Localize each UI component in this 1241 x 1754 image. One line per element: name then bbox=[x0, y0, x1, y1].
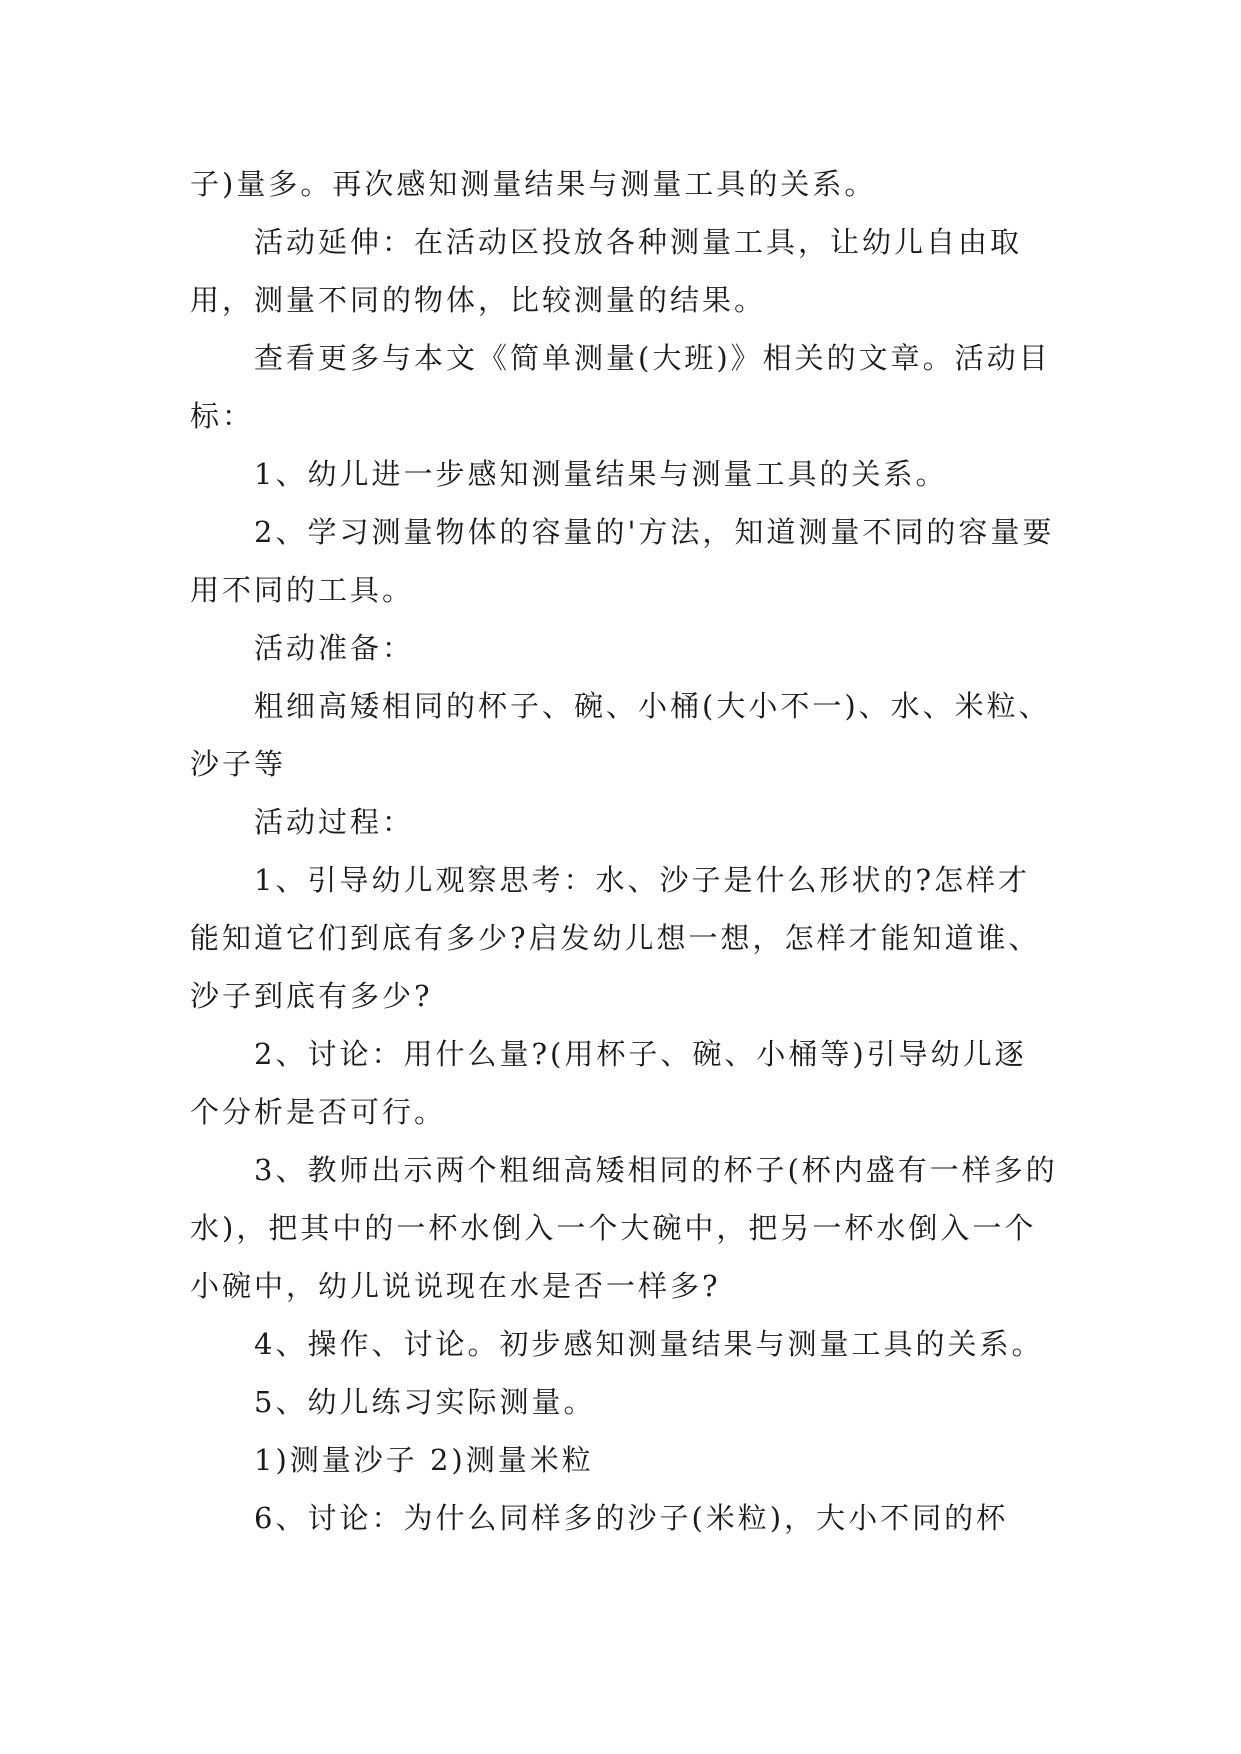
paragraph-goal-1: 1、幼儿进一步感知测量结果与测量工具的关系。 bbox=[254, 457, 948, 491]
paragraph-step-2: 2、讨论：用什么量?(用杯子、碗、小桶等)引导幼儿逐个分析是否可行。 bbox=[190, 1037, 1027, 1129]
document-body bbox=[190, 155, 1058, 1547]
paragraph-step-3: 3、教师出示两个粗细高矮相同的杯子(杯内盛有一样多的水)，把其中的一杯水倒入一个大碗中，把另一杯水倒入一个小碗中，幼儿说说现在水是否一样多? bbox=[190, 1153, 1058, 1303]
heading-process: 活动过程： bbox=[254, 805, 415, 839]
paragraph-goal-2: 2、学习测量物体的容量的'方法，知道测量不同的容量要用不同的工具。 bbox=[190, 515, 1055, 607]
heading-preparation: 活动准备： bbox=[254, 631, 415, 665]
paragraph-materials: 粗细高矮相同的杯子、碗、小桶(大小不一)、水、米粒、沙子等 bbox=[190, 689, 1051, 781]
paragraph-step-6: 6、讨论：为什么同样多的沙子(米粒)，大小不同的杯 bbox=[254, 1501, 1009, 1535]
paragraph-step-1: 1、引导幼儿观察思考：水、沙子是什么形状的?怎样才能知道它们到底有多少?启发幼儿想一想，怎样才能知道谁、沙子到底有多少? bbox=[190, 863, 1041, 1013]
paragraph-step-5-items: 1)测量沙子 2)测量米粒 bbox=[254, 1443, 594, 1477]
paragraph-activity-extension: 活动延伸：在活动区投放各种测量工具，让幼儿自由取用，测量不同的物体，比较测量的结果。 bbox=[190, 225, 1023, 317]
paragraph-step-5: 5、幼儿练习实际测量。 bbox=[254, 1385, 596, 1419]
paragraph-related-articles: 查看更多与本文《简单测量(大班)》相关的文章。活动目标： bbox=[190, 341, 1051, 433]
paragraph-continuation: 子)量多。再次感知测量结果与测量工具的关系。 bbox=[190, 167, 877, 201]
paragraph-step-4: 4、操作、讨论。初步感知测量结果与测量工具的关系。 bbox=[254, 1327, 1044, 1361]
